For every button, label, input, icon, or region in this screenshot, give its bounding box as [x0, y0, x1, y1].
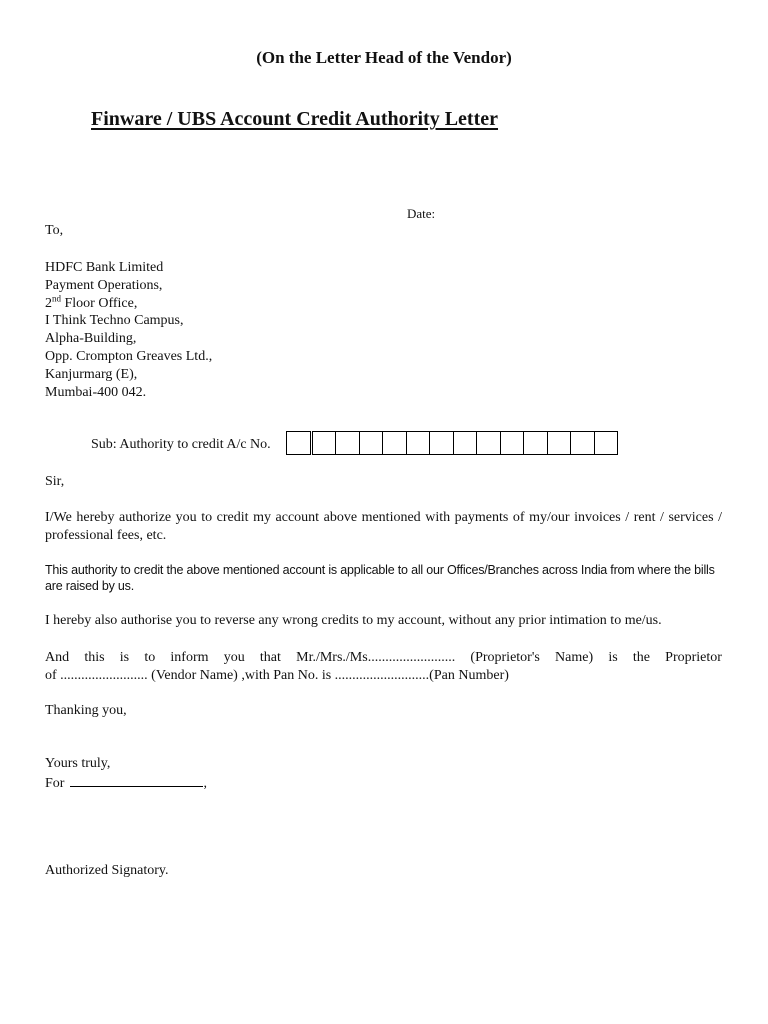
address-line: HDFC Bank Limited [45, 260, 164, 275]
proprietor-paragraph [45, 649, 722, 684]
authorized-signatory: Authorized Signatory. [45, 863, 169, 878]
account-digit-box[interactable] [500, 431, 525, 455]
account-digit-box[interactable] [547, 431, 572, 455]
account-digit-box[interactable] [594, 431, 619, 455]
for-blank-line[interactable] [70, 774, 203, 787]
thanks-line: Thanking you, [45, 703, 127, 718]
letterhead-note: (On the Letter Head of the Vendor) [256, 48, 512, 67]
account-digit-box[interactable] [476, 431, 501, 455]
letter-title: Finware / UBS Account Credit Authority Letter [91, 108, 499, 130]
account-number-boxes[interactable] [287, 431, 618, 455]
recipient-address [45, 259, 212, 401]
address-line: 2nd Floor Office, [45, 292, 138, 311]
account-digit-box[interactable] [312, 431, 337, 455]
subject-line: Sub: Authority to credit A/c No. [91, 437, 271, 452]
address-line: Payment Operations, [45, 277, 163, 293]
account-digit-box[interactable] [335, 431, 360, 455]
account-digit-box[interactable] [429, 431, 454, 455]
account-digit-box[interactable] [523, 431, 548, 455]
account-digit-box[interactable] [453, 431, 478, 455]
account-digit-box[interactable] [570, 431, 595, 455]
reversal-paragraph: I hereby also authorise you to reverse any wrong credits to my account, without any prior intimation to me/us. [45, 613, 662, 628]
account-digit-box[interactable] [382, 431, 407, 455]
closing-line: Yours truly, [45, 756, 111, 771]
for-line: For , [45, 776, 207, 791]
to-label: To, [45, 223, 64, 238]
address-line: Opp. Crompton Greaves Ltd., [45, 348, 213, 364]
proprietor-line-2: of ......................... (Vendor Name) ,with Pan No. is ...........................(Pan Number) [45, 667, 509, 683]
address-line: Alpha-Building, [45, 331, 137, 347]
account-digit-box[interactable] [286, 431, 311, 455]
proprietor-line-1: And this is to inform you that Mr./Mrs./Ms......................... (Proprietor's Name) is the Proprietor [45, 650, 722, 665]
applicability-paragraph: This authority to credit the above mentioned account is applicable to all our Offices/Branches across India from where the bills are raised by us. [45, 563, 715, 593]
account-digit-box[interactable] [359, 431, 384, 455]
salutation: Sir, [45, 474, 65, 489]
address-line: Mumbai-400 042. [45, 384, 147, 400]
address-line: I Think Techno Campus, [45, 313, 184, 329]
address-line: Kanjurmarg (E), [45, 366, 138, 382]
account-digit-box[interactable] [406, 431, 431, 455]
date-label: Date: [407, 206, 436, 221]
authorization-paragraph: I/We hereby authorize you to credit my account above mentioned with payments of my/our invoices / rent / services / professional fees, etc. [45, 510, 722, 543]
